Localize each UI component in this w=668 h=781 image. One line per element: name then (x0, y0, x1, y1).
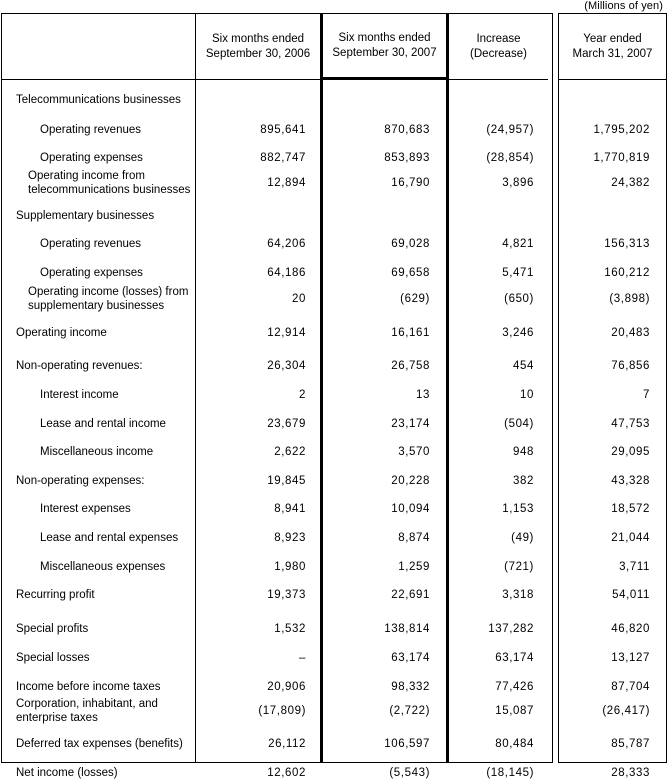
header-line-2: March 31, 2007 (572, 47, 653, 60)
cell-value: 43,328 (611, 475, 650, 487)
table-row (196, 358, 320, 374)
row-label-line-1: Operating income from (28, 170, 145, 182)
table-row (449, 416, 548, 432)
row-label: Miscellaneous income (40, 446, 154, 458)
table-row (449, 325, 548, 341)
cell-value: 454 (513, 360, 534, 372)
table-row (196, 765, 320, 781)
table-row (323, 559, 446, 575)
table-row (196, 325, 320, 341)
row-label-line-1: Corporation, inhabitant, and (16, 698, 158, 710)
table-row (323, 501, 446, 517)
cell-value: 29,095 (611, 446, 650, 458)
cell-value: 1,153 (502, 503, 534, 515)
table-row (196, 208, 320, 224)
table-row (196, 265, 320, 281)
table-row (2, 387, 195, 403)
cell-value: 1,770,819 (593, 152, 650, 164)
column-year-ended-2007 (558, 13, 667, 779)
table-row (2, 695, 195, 727)
cell-value: 3,570 (398, 446, 430, 458)
cell-value: 8,874 (398, 532, 430, 544)
body-six-months-2006 (196, 80, 320, 779)
table-row (196, 387, 320, 403)
row-label: Operating expenses (40, 152, 143, 164)
header-six-months-2006 (196, 14, 320, 80)
table-row (2, 736, 195, 752)
row-label: Non-operating revenues: (16, 360, 143, 372)
table-row (2, 650, 195, 666)
table-row (196, 679, 320, 695)
row-label-line-1: Operating income (losses) from (28, 286, 189, 298)
row-label-line-2: supplementary businesses (28, 300, 165, 312)
table-row (196, 736, 320, 752)
table-row (323, 208, 446, 224)
cell-value: 1,980 (274, 561, 306, 573)
cell-value: 15,087 (495, 705, 534, 717)
cell-value: 3,711 (619, 561, 650, 573)
cell-value: (629) (400, 293, 430, 305)
table-row (323, 444, 446, 460)
table-row (559, 559, 666, 575)
table-row (449, 387, 548, 403)
table-row (323, 150, 446, 166)
table-row (323, 236, 446, 252)
cell-value: 26,758 (391, 360, 430, 372)
row-label: Deferred tax expenses (benefits) (16, 738, 183, 750)
table-row (2, 530, 195, 546)
table-row (323, 291, 446, 307)
cell-value: 47,753 (611, 418, 650, 430)
table-row (196, 703, 320, 719)
table-row (449, 501, 548, 517)
cell-value: (18,145) (486, 767, 534, 779)
table-row (559, 175, 666, 191)
row-label: Operating revenues (40, 124, 142, 136)
cell-value: (5,543) (389, 767, 430, 779)
row-label: Recurring profit (16, 589, 95, 601)
row-label: Interest expenses (40, 503, 131, 515)
table-row (196, 291, 320, 307)
table-row (196, 587, 320, 603)
cell-value: 80,484 (495, 738, 534, 750)
row-label: Income before income taxes (16, 681, 161, 693)
cell-value: 5,471 (502, 267, 534, 279)
table-row (2, 473, 195, 489)
table-row (559, 473, 666, 489)
header-line-1: Six months ended (211, 32, 305, 45)
table-row (323, 358, 446, 374)
cell-value: 1,259 (398, 561, 430, 573)
table-row (559, 736, 666, 752)
cell-value: (49) (511, 532, 534, 544)
body-year-ended-2007 (559, 80, 666, 779)
row-label-line-2: telecommunications businesses (28, 184, 191, 196)
cell-value: 54,011 (612, 589, 650, 601)
table-row (323, 265, 446, 281)
table-row (323, 325, 446, 341)
cell-value: 12,894 (267, 177, 306, 189)
table-row (449, 444, 548, 460)
table-row (196, 650, 320, 666)
table-row (2, 122, 195, 138)
header-line-1: Year ended (583, 32, 642, 45)
table-row (196, 473, 320, 489)
table-row (323, 621, 446, 637)
table-row (323, 473, 446, 489)
header-six-months-2007 (323, 14, 446, 80)
table-row (2, 444, 195, 460)
main-table-box (1, 13, 553, 779)
cell-value: 16,161 (391, 327, 430, 339)
cell-value: 948 (513, 446, 534, 458)
cell-value: 106,597 (384, 738, 430, 750)
cell-value: 13,127 (611, 652, 650, 664)
table-row (323, 122, 446, 138)
table-row (196, 621, 320, 637)
row-label: Operating revenues (40, 238, 142, 250)
units-caption: (Millions of yen) (584, 0, 663, 12)
cell-value: 870,683 (384, 124, 430, 136)
table-row (449, 621, 548, 637)
table-row (449, 473, 548, 489)
table-row (449, 208, 548, 224)
table-row (449, 150, 548, 166)
cell-value: (650) (504, 293, 534, 305)
cell-value: 8,941 (274, 503, 306, 515)
table-row (449, 559, 548, 575)
cell-value: 22,691 (391, 589, 430, 601)
cell-value: 23,174 (391, 418, 430, 430)
table-row (2, 92, 195, 108)
table-row (559, 387, 666, 403)
cell-value: 8,923 (274, 532, 306, 544)
body-six-months-2007 (323, 80, 446, 779)
column-six-months-2007 (320, 14, 449, 779)
row-label: Special losses (16, 652, 90, 664)
cell-value: 19,845 (267, 475, 306, 487)
cell-value: 76,856 (611, 360, 650, 372)
row-label-line-2: enterprise taxes (16, 712, 98, 724)
table-row (196, 122, 320, 138)
table-row (449, 530, 548, 546)
table-row (559, 621, 666, 637)
table-row (196, 530, 320, 546)
table-row (559, 530, 666, 546)
cell-value: (24,957) (486, 124, 534, 136)
cell-value: 98,332 (391, 681, 430, 693)
table-row (2, 150, 195, 166)
table-row (2, 679, 195, 695)
cell-value: 20,483 (611, 327, 650, 339)
table-row (2, 325, 195, 341)
table-row (559, 587, 666, 603)
table-row (2, 559, 195, 575)
table-row (323, 587, 446, 603)
table-row (2, 621, 195, 637)
cell-value: 895,641 (260, 124, 306, 136)
table-row (323, 650, 446, 666)
cell-value: 77,426 (495, 681, 534, 693)
table-row (559, 291, 666, 307)
cell-value: 16,790 (391, 177, 430, 189)
row-label: Miscellaneous expenses (40, 561, 166, 573)
table-row (559, 325, 666, 341)
row-label: Lease and rental expenses (40, 532, 179, 544)
table-row (2, 236, 195, 252)
table-row (449, 265, 548, 281)
table-row (559, 703, 666, 719)
cell-value: (504) (504, 418, 534, 430)
table-row (559, 92, 666, 108)
cell-value: 20,228 (391, 475, 430, 487)
table-row (196, 559, 320, 575)
body-increase-decrease (449, 80, 548, 779)
row-label: Operating income (16, 327, 107, 339)
row-label: Special profits (16, 623, 89, 635)
table-row (2, 265, 195, 281)
cell-value: 26,304 (267, 360, 306, 372)
table-row (449, 92, 548, 108)
cell-value: 1,532 (274, 623, 306, 635)
header-line-2: September 30, 2006 (205, 47, 311, 60)
table-row (559, 265, 666, 281)
header-line-2: September 30, 2007 (332, 46, 437, 59)
cell-value: 26,112 (268, 738, 306, 750)
table-row (449, 358, 548, 374)
table-row (323, 765, 446, 781)
cell-value: 4,821 (502, 238, 534, 250)
cell-value: 85,787 (611, 738, 650, 750)
body-line-items (2, 80, 195, 779)
table-row (196, 175, 320, 191)
header-increase-decrease (449, 14, 548, 80)
header-line-1: Six months ended (338, 31, 431, 44)
cell-value: 2 (299, 389, 306, 401)
table-row (449, 236, 548, 252)
cell-value: 12,602 (267, 767, 306, 779)
cell-value: 63,174 (495, 652, 534, 664)
cell-value: 853,893 (384, 152, 430, 164)
cell-value: (721) (504, 561, 534, 573)
header-year-ended-2007 (559, 14, 666, 80)
header-line-items (2, 14, 195, 80)
cell-value: 69,028 (391, 238, 430, 250)
table-row (559, 150, 666, 166)
table-row (323, 736, 446, 752)
table-row (323, 679, 446, 695)
table-row (2, 501, 195, 517)
table-row (2, 167, 195, 199)
table-row (449, 291, 548, 307)
cell-value: 18,572 (611, 503, 650, 515)
column-increase-decrease (449, 14, 548, 779)
cell-value: 20 (292, 293, 306, 305)
cell-value: 63,174 (391, 652, 430, 664)
column-line-items (2, 14, 196, 779)
row-label: Telecommunications businesses (16, 94, 181, 106)
header-line-2: (Decrease) (470, 47, 527, 60)
table-row (323, 416, 446, 432)
table-row (449, 122, 548, 138)
table-row (323, 175, 446, 191)
cell-value: (28,854) (486, 152, 534, 164)
table-row (449, 765, 548, 781)
financial-statement-table (1, 13, 667, 779)
table-row (559, 208, 666, 224)
table-row (2, 358, 195, 374)
table-row (323, 92, 446, 108)
table-row (2, 416, 195, 432)
table-row (559, 236, 666, 252)
column-six-months-2006 (196, 14, 320, 779)
cell-value: 7 (643, 389, 650, 401)
header-line-1: Increase (476, 32, 521, 45)
cell-value: 64,206 (267, 238, 306, 250)
table-row (449, 736, 548, 752)
table-row (196, 416, 320, 432)
table-row (196, 150, 320, 166)
cell-value: 2,622 (274, 446, 306, 458)
cell-value: (2,722) (389, 705, 430, 717)
table-row (449, 703, 548, 719)
table-row (559, 650, 666, 666)
cell-value: 3,896 (502, 177, 534, 189)
cell-value: 137,282 (488, 623, 534, 635)
cell-value: 69,658 (391, 267, 430, 279)
cell-value: 87,704 (611, 681, 650, 693)
cell-value: 156,313 (604, 238, 650, 250)
cell-value: 19,373 (267, 589, 306, 601)
cell-value: 160,212 (604, 267, 650, 279)
cell-value: 13 (416, 389, 430, 401)
table-row (449, 679, 548, 695)
cell-value: 10,094 (391, 503, 430, 515)
row-label (2, 285, 195, 313)
table-row (2, 283, 195, 315)
cell-value: 382 (513, 475, 534, 487)
cell-value: 3,318 (502, 589, 534, 601)
table-row (449, 650, 548, 666)
cell-value: 20,906 (267, 681, 306, 693)
cell-value: (3,898) (609, 293, 650, 305)
row-label: Interest income (40, 389, 119, 401)
row-label: Operating expenses (40, 267, 143, 279)
table-row (323, 530, 446, 546)
table-row (196, 236, 320, 252)
table-row (559, 358, 666, 374)
cell-value: 21,044 (611, 532, 650, 544)
cell-value: 64,186 (267, 267, 306, 279)
table-row (2, 208, 195, 224)
cell-value: 1,795,202 (593, 124, 650, 136)
cell-value: (17,809) (258, 705, 306, 717)
table-row (559, 122, 666, 138)
table-row (196, 501, 320, 517)
table-row (559, 679, 666, 695)
table-row (449, 587, 548, 603)
cell-value: 23,679 (267, 418, 306, 430)
table-row (323, 387, 446, 403)
table-row (559, 765, 666, 781)
cell-value: 138,814 (384, 623, 430, 635)
cell-value: 24,382 (611, 177, 650, 189)
row-label (2, 697, 195, 725)
cell-value: 3,246 (502, 327, 534, 339)
table-row (559, 501, 666, 517)
table-row (323, 703, 446, 719)
table-row (2, 587, 195, 603)
table-row (196, 444, 320, 460)
table-row (559, 444, 666, 460)
cell-value: 28,333 (611, 767, 650, 779)
table-row (196, 92, 320, 108)
cell-value: 12,914 (267, 327, 306, 339)
table-row (2, 765, 195, 781)
cell-value: 46,820 (611, 623, 650, 635)
table-row (449, 175, 548, 191)
row-label: Non-operating expenses: (16, 475, 145, 487)
cell-value: – (299, 652, 306, 664)
cell-value: (26,417) (602, 705, 650, 717)
row-label: Lease and rental income (40, 418, 166, 430)
row-label: Net income (losses) (16, 767, 118, 779)
row-label: Supplementary businesses (16, 210, 155, 222)
row-label (2, 169, 195, 197)
cell-value: 10 (520, 389, 534, 401)
table-row (559, 416, 666, 432)
cell-value: 882,747 (260, 152, 306, 164)
